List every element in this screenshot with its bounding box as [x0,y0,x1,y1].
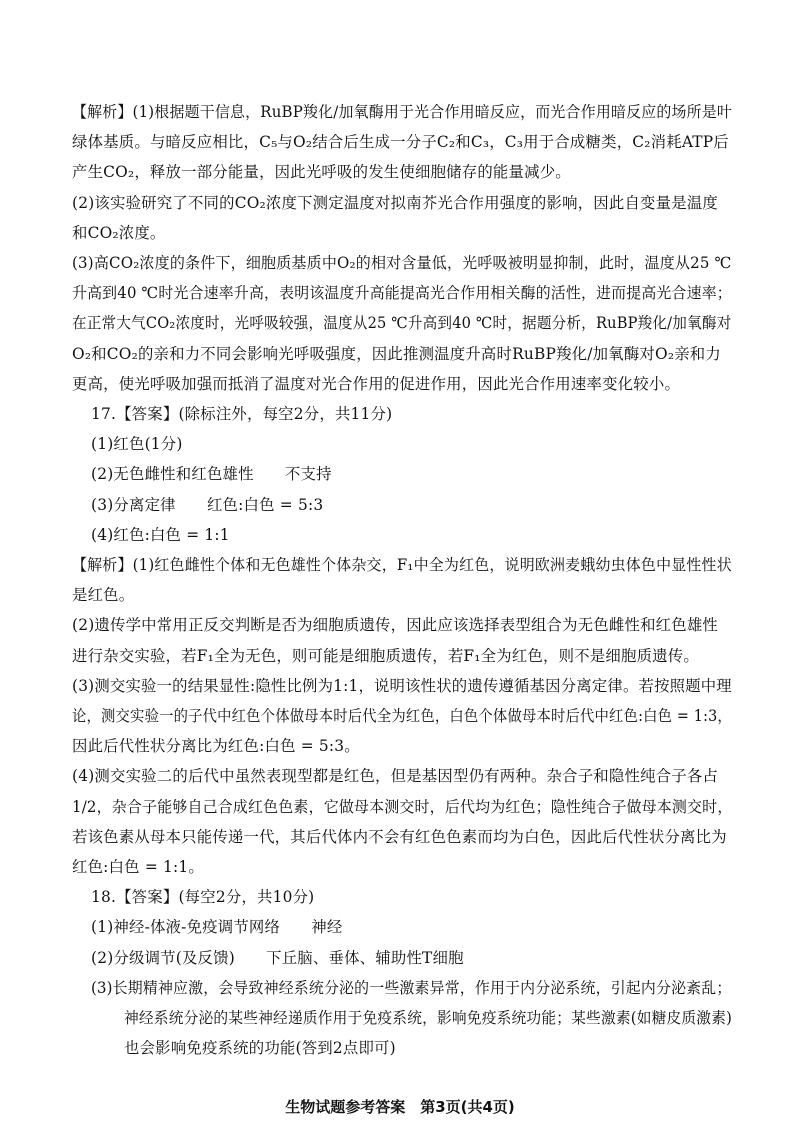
answer-line: (4)红色:白色 = 1:1 [91,525,230,544]
paragraph-line: 因此后代性状分离比为红色:白色 = 5:3。 [72,737,360,756]
paragraph-line: (3)高CO₂浓度的条件下，细胞质基质中O₂的相对含量低，光呼吸被明显抑制，此时，温度从25 ℃ [72,254,732,272]
paragraph-line: 是红色。 [72,586,135,605]
answer-line: (3)分离定律 红色:白色 = 5:3 [91,495,324,514]
paragraph-line: 产生CO₂，释放一部分能量，因此光呼吸的发生使细胞储存的能量减少。 [72,163,571,182]
question-17-header: 17.【答案】(除标注外，每空2分，共11分) [91,405,393,423]
answer-line: 神经系统分泌的某些神经递质作用于免疫系统，影响免疫系统功能；某些激素(如糖皮质激素) [124,1009,733,1027]
answer-line: 也会影响免疫系统的功能(答到2点即可) [124,1039,396,1058]
answer-line: (3)长期精神应激，会导致神经系统分泌的一些激素异常，作用于内分泌系统，引起内分泌紊乱； [91,978,732,997]
paragraph-line: (4)测交实验二的后代中虽然表现型都是红色，但是基因型仍有两种。杂合子和隐性纯合子各占 [72,767,719,786]
answer-line: (1)神经-体液-免疫调节网络 神经 [91,918,343,937]
paragraph-line: 【解析】(1)根据题干信息，RuBP羧化/加氧酶用于光合作用暗反应，而光合作用暗反应的场所是叶 [72,103,733,121]
page-footer: 生物试题参考答案 第3页(共4页) [285,1098,515,1116]
paragraph-line: 升高到40 ℃时光合速率升高，表明该温度升高能提高光合作用相关酶的活性，进而提高光合速率； [72,284,732,303]
paragraph-line: 和CO₂浓度。 [72,223,166,242]
paragraph-line: 绿体基质。与暗反应相比，C₅与O₂结合后生成一分子C₂和C₃，C₃用于合成糖类，C₂消耗ATP后 [72,133,729,152]
paragraph-line: (2)该实验研究了不同的CO₂浓度下测定温度对拟南芥光合作用强度的影响，因此自变量是温度 [72,193,719,212]
paragraph-line: 论，测交实验一的子代中红色个体做母本时后代全为红色，白色个体做母本时后代中红色:白色 = 1:3， [72,707,732,725]
paragraph-line: 红色:白色 = 1:1。 [72,858,204,876]
paragraph-line: 进行杂交实验，若F₁全为无色，则可能是细胞质遗传，若F₁全为红色，则不是细胞质遗传。 [72,646,699,665]
answer-line: (1)红色(1分) [91,435,183,454]
question-18-header: 18.【答案】(每空2分，共10分) [91,888,315,907]
paragraph-line: O₂和CO₂的亲和力不同会影响光呼吸强度，因此推测温度升高时RuBP羧化/加氧酶对O₂亲和力 [72,344,721,363]
paragraph-line: 更高，使光呼吸加强而抵消了温度对光合作用的促进作用，因此光合作用速率变化较小。 [72,374,681,393]
answer-line: (2)无色雌性和红色雄性 不支持 [91,465,332,484]
paragraph-line: (2)遗传学中常用正反交判断是否为细胞质遗传，因此应该选择表型组合为无色雌性和红色雄性 [72,616,719,635]
paragraph-line: 【解析】(1)红色雌性个体和无色雄性个体杂交，F₁中全为红色，说明欧洲麦蛾幼虫体色中显性性状 [72,556,732,574]
paragraph-line: 在正常大气CO₂浓度时，光呼吸较强，温度从25 ℃升高到40 ℃时，据题分析，RuBP羧化/加氧酶对 [72,314,732,333]
paragraph-line: 若该色素从母本只能传递一代，其后代体内不会有红色色素而均为白色，因此后代性状分离比为 [72,827,727,846]
answer-line: (2)分级调节(及反馈) 下丘脑、垂体、辅助性T细胞 [91,948,464,967]
paragraph-line: (3)测交实验一的结果显性:隐性比例为1:1，说明该性状的遗传遵循基因分离定律。若按照题中理 [72,676,732,695]
paragraph-line: 1/2，杂合子能够自己合成红色色素，它做母本测交时，后代均为红色；隐性纯合子做母本测交时， [72,797,733,816]
